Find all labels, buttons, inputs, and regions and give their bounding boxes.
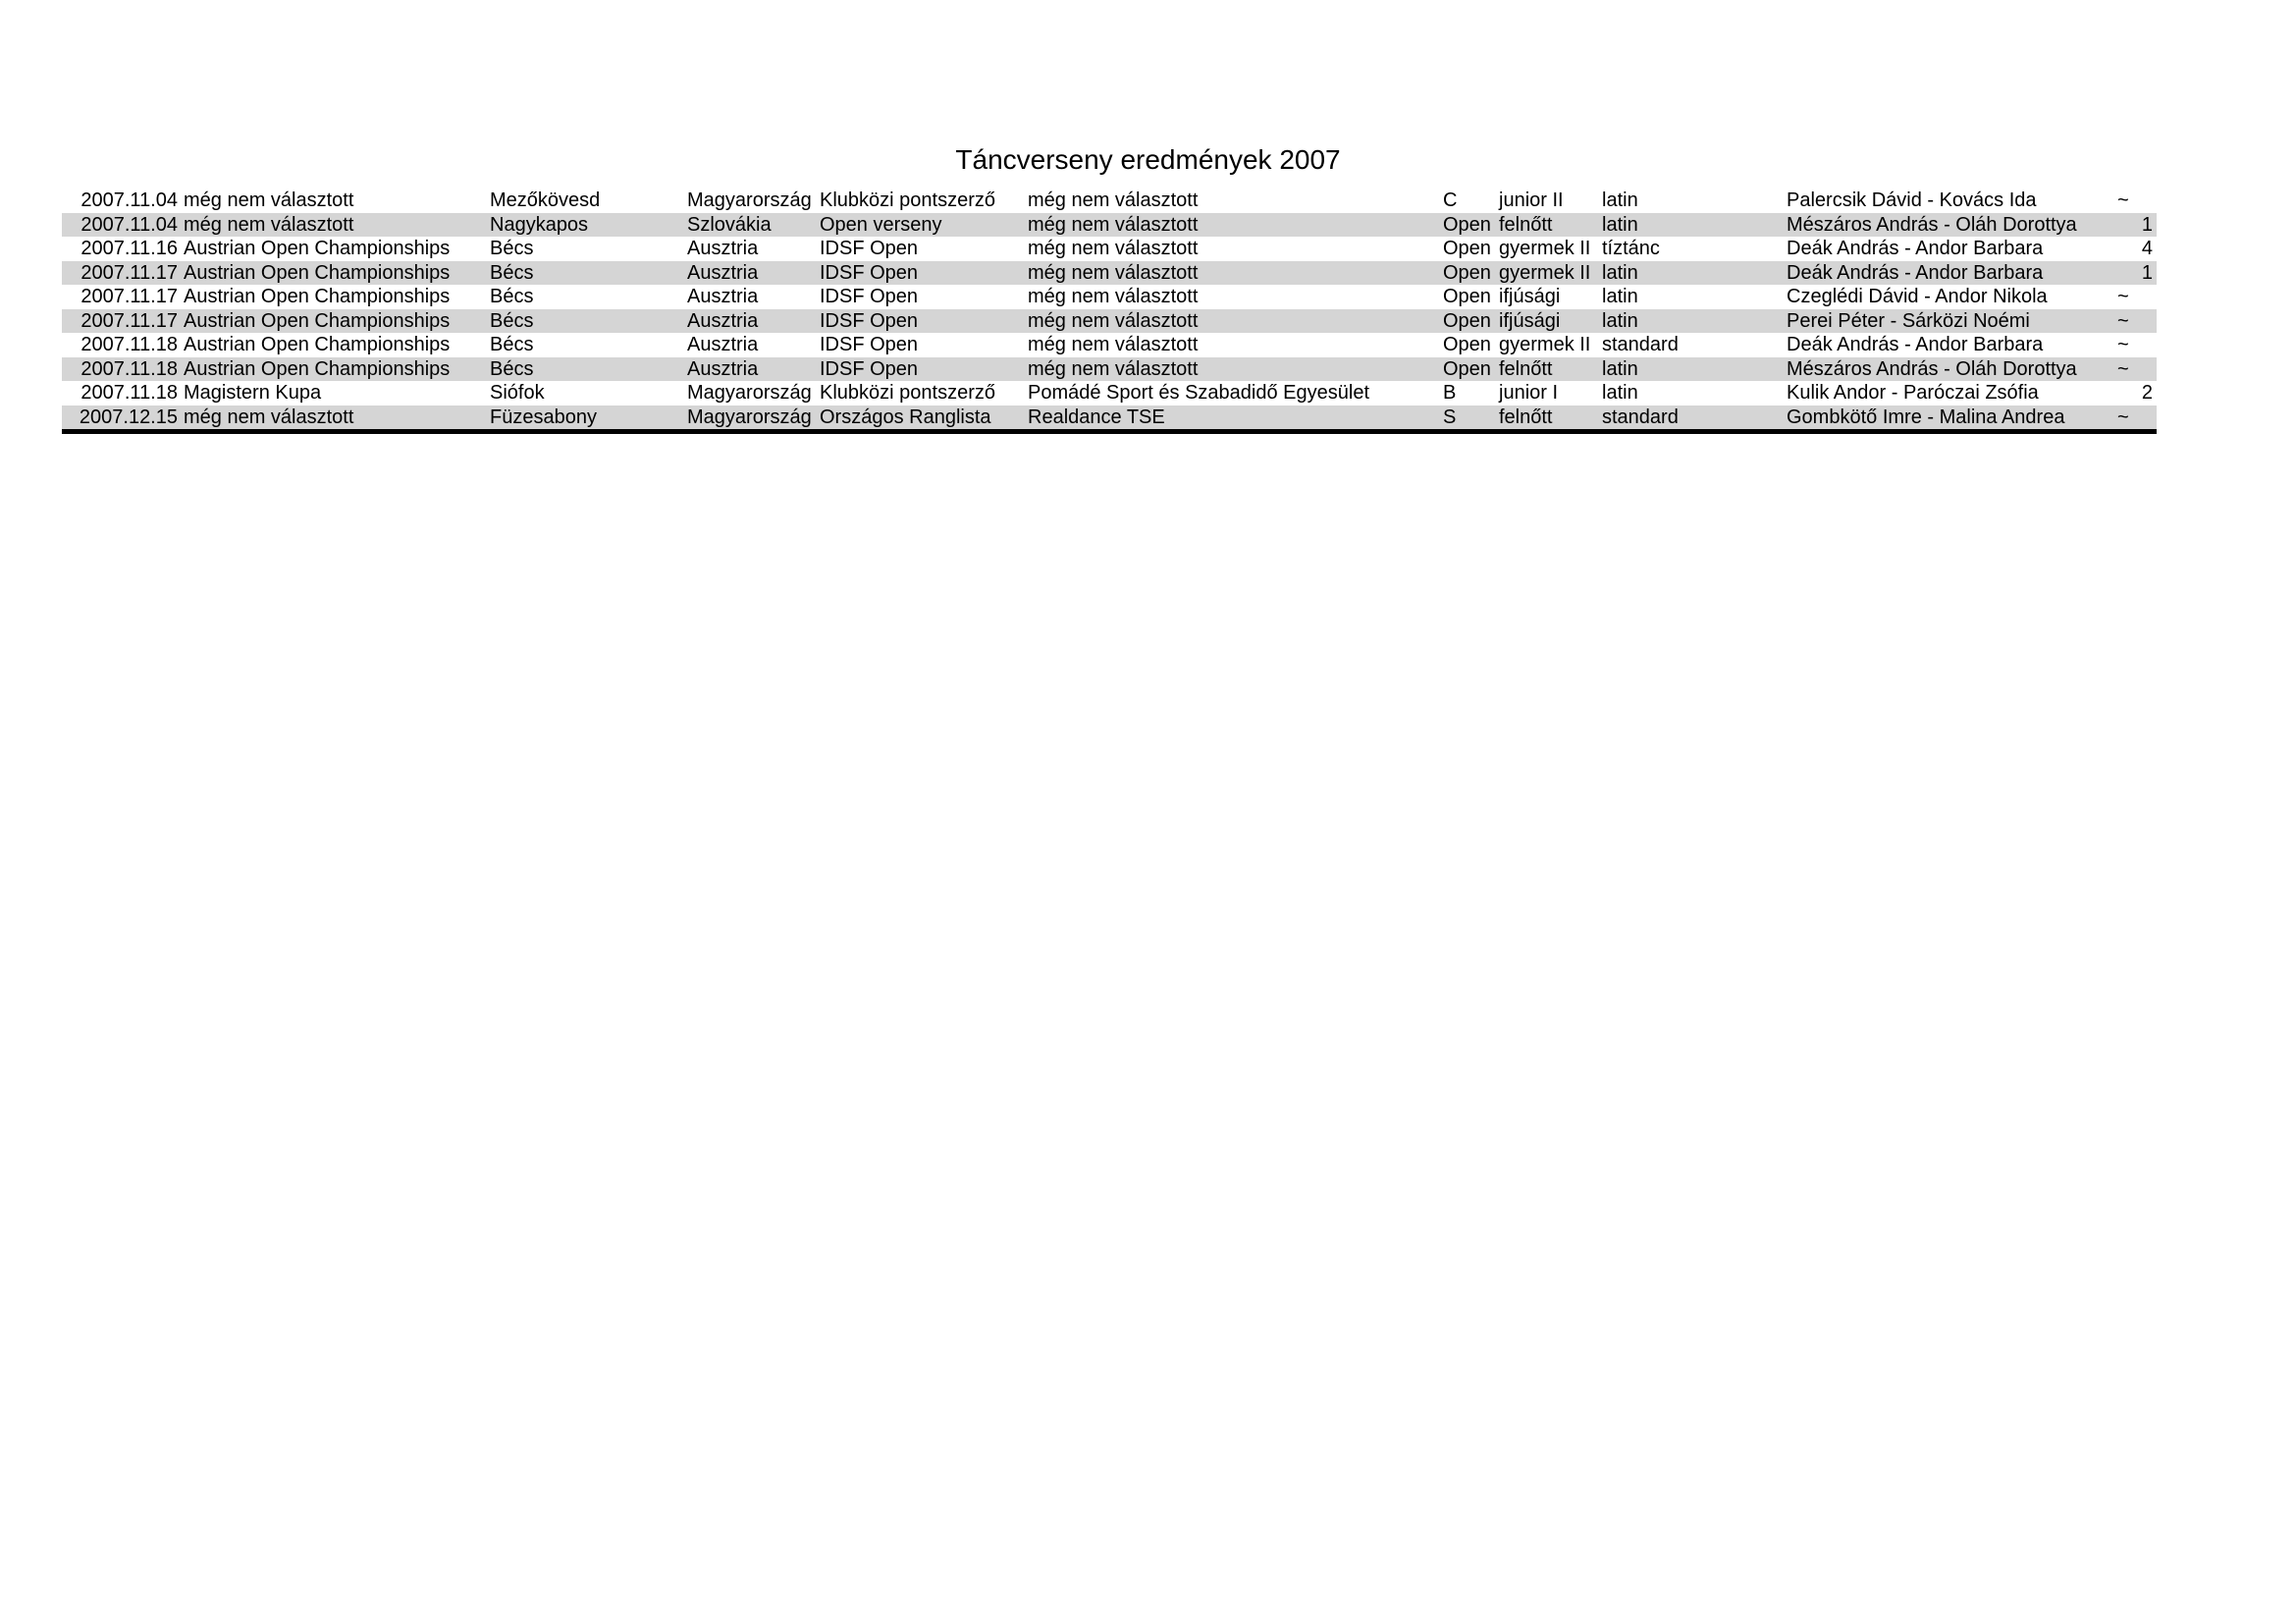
cell-competition-type: IDSF Open: [820, 334, 919, 355]
results-table: [62, 189, 2157, 434]
cell-country: Magyarország: [687, 382, 812, 404]
cell-organizer: még nem választott: [1028, 213, 1199, 236]
cell-country: Ausztria: [687, 357, 759, 380]
cell-country: Magyarország: [687, 189, 812, 211]
cell-class: Open: [1443, 309, 1491, 332]
cell-date: 2007.11.18: [80, 334, 178, 355]
cell-result: ~: [2117, 309, 2129, 332]
cell-couple: Czeglédi Dávid - Andor Nikola: [1787, 286, 2048, 307]
cell-city: Füzesabony: [490, 406, 597, 428]
cell-competition-type: Országos Ranglista: [820, 406, 991, 428]
table-row: [62, 213, 2157, 238]
cell-result: 2: [2141, 382, 2153, 404]
cell-organizer: még nem választott: [1028, 261, 1199, 284]
table-row: [62, 261, 2157, 286]
cell-organizer: még nem választott: [1028, 309, 1199, 332]
cell-competition-type: IDSF Open: [820, 357, 919, 380]
table-row: [62, 309, 2157, 334]
cell-dance-style: latin: [1602, 309, 1638, 332]
cell-organizer: még nem választott: [1028, 189, 1199, 211]
cell-dance-style: latin: [1602, 189, 1638, 211]
cell-age-group: junior I: [1499, 382, 1559, 404]
cell-age-group: ifjúsági: [1499, 286, 1561, 307]
cell-result: ~: [2117, 406, 2129, 428]
cell-competition-type: IDSF Open: [820, 286, 919, 307]
cell-dance-style: latin: [1602, 357, 1638, 380]
cell-class: Open: [1443, 357, 1491, 380]
cell-date: 2007.11.18: [80, 382, 178, 404]
cell-city: Nagykapos: [490, 213, 589, 236]
cell-class: Open: [1443, 286, 1491, 307]
cell-age-group: felnőtt: [1499, 213, 1553, 236]
cell-result: ~: [2117, 334, 2129, 355]
cell-dance-style: latin: [1602, 213, 1638, 236]
cell-class: S: [1443, 406, 1457, 428]
cell-age-group: ifjúsági: [1499, 309, 1561, 332]
cell-event-name: Austrian Open Championships: [184, 334, 451, 355]
cell-competition-type: Klubközi pontszerző: [820, 382, 995, 404]
cell-city: Bécs: [490, 261, 534, 284]
cell-event-name: Austrian Open Championships: [184, 286, 451, 307]
cell-date: 2007.11.17: [80, 309, 178, 332]
cell-dance-style: latin: [1602, 261, 1638, 284]
cell-class: Open: [1443, 334, 1491, 355]
cell-dance-style: latin: [1602, 382, 1638, 404]
cell-result: 4: [2141, 238, 2153, 259]
cell-organizer: még nem választott: [1028, 334, 1199, 355]
cell-couple: Gombkötő Imre - Malina Andrea: [1787, 406, 2065, 428]
cell-event-name: még nem választott: [184, 406, 354, 428]
cell-event-name: Austrian Open Championships: [184, 261, 451, 284]
cell-age-group: junior II: [1499, 189, 1564, 211]
cell-class: B: [1443, 382, 1457, 404]
cell-organizer: Pomádé Sport és Szabadidő Egyesület: [1028, 382, 1369, 404]
cell-date: 2007.11.18: [80, 357, 178, 380]
table-row: [62, 381, 2157, 406]
cell-age-group: gyermek II: [1499, 261, 1591, 284]
cell-organizer: még nem választott: [1028, 286, 1199, 307]
cell-organizer: még nem választott: [1028, 357, 1199, 380]
cell-country: Ausztria: [687, 238, 759, 259]
cell-city: Bécs: [490, 309, 534, 332]
cell-country: Ausztria: [687, 309, 759, 332]
cell-date: 2007.11.16: [80, 238, 178, 259]
cell-couple: Deák András - Andor Barbara: [1787, 238, 2044, 259]
cell-age-group: felnőtt: [1499, 406, 1553, 428]
cell-date: 2007.11.17: [80, 286, 178, 307]
cell-event-name: Magistern Kupa: [184, 382, 322, 404]
cell-class: Open: [1443, 213, 1491, 236]
cell-organizer: Realdance TSE: [1028, 406, 1165, 428]
cell-couple: Kulik Andor - Paróczai Zsófia: [1787, 382, 2039, 404]
cell-class: Open: [1443, 238, 1491, 259]
cell-couple: Palercsik Dávid - Kovács Ida: [1787, 189, 2037, 211]
cell-couple: Mészáros András - Oláh Dorottya: [1787, 213, 2077, 236]
cell-city: Siófok: [490, 382, 545, 404]
table-row: [62, 406, 2157, 430]
table-row: [62, 189, 2157, 213]
cell-couple: Perei Péter - Sárközi Noémi: [1787, 309, 2030, 332]
cell-class: C: [1443, 189, 1458, 211]
cell-city: Bécs: [490, 286, 534, 307]
cell-competition-type: IDSF Open: [820, 309, 919, 332]
cell-result: ~: [2117, 286, 2129, 307]
cell-date: 2007.11.04: [80, 189, 178, 211]
table-row: [62, 357, 2157, 382]
table-row: [62, 333, 2157, 357]
table-row: [62, 285, 2157, 309]
cell-couple: Deák András - Andor Barbara: [1787, 334, 2044, 355]
cell-result: 1: [2141, 213, 2153, 236]
cell-event-name: még nem választott: [184, 213, 354, 236]
table-row: [62, 237, 2157, 261]
cell-city: Bécs: [490, 334, 534, 355]
cell-city: Bécs: [490, 238, 534, 259]
cell-couple: Mészáros András - Oláh Dorottya: [1787, 357, 2077, 380]
cell-result: ~: [2117, 189, 2129, 211]
cell-result: ~: [2117, 357, 2129, 380]
cell-country: Ausztria: [687, 261, 759, 284]
cell-dance-style: standard: [1602, 334, 1679, 355]
cell-organizer: még nem választott: [1028, 238, 1199, 259]
cell-age-group: gyermek II: [1499, 334, 1591, 355]
cell-dance-style: standard: [1602, 406, 1679, 428]
cell-event-name: Austrian Open Championships: [184, 357, 451, 380]
cell-date: 2007.12.15: [79, 406, 178, 428]
cell-event-name: Austrian Open Championships: [184, 238, 451, 259]
cell-dance-style: tíztánc: [1602, 238, 1660, 259]
cell-event-name: Austrian Open Championships: [184, 309, 451, 332]
cell-competition-type: IDSF Open: [820, 238, 919, 259]
cell-country: Szlovákia: [687, 213, 772, 236]
cell-city: Mezőkövesd: [490, 189, 601, 211]
cell-couple: Deák András - Andor Barbara: [1787, 261, 2044, 284]
cell-competition-type: Open verseny: [820, 213, 942, 236]
cell-competition-type: Klubközi pontszerző: [820, 189, 995, 211]
cell-result: 1: [2141, 261, 2153, 284]
cell-city: Bécs: [490, 357, 534, 380]
cell-age-group: gyermek II: [1499, 238, 1591, 259]
cell-class: Open: [1443, 261, 1491, 284]
cell-age-group: felnőtt: [1499, 357, 1553, 380]
cell-date: 2007.11.04: [80, 213, 178, 236]
cell-competition-type: IDSF Open: [820, 261, 919, 284]
cell-country: Ausztria: [687, 334, 759, 355]
cell-dance-style: latin: [1602, 286, 1638, 307]
cell-date: 2007.11.17: [80, 261, 178, 284]
cell-country: Magyarország: [687, 406, 812, 428]
cell-event-name: még nem választott: [184, 189, 354, 211]
cell-country: Ausztria: [687, 286, 759, 307]
page-title: Táncverseny eredmények 2007: [955, 144, 1341, 175]
